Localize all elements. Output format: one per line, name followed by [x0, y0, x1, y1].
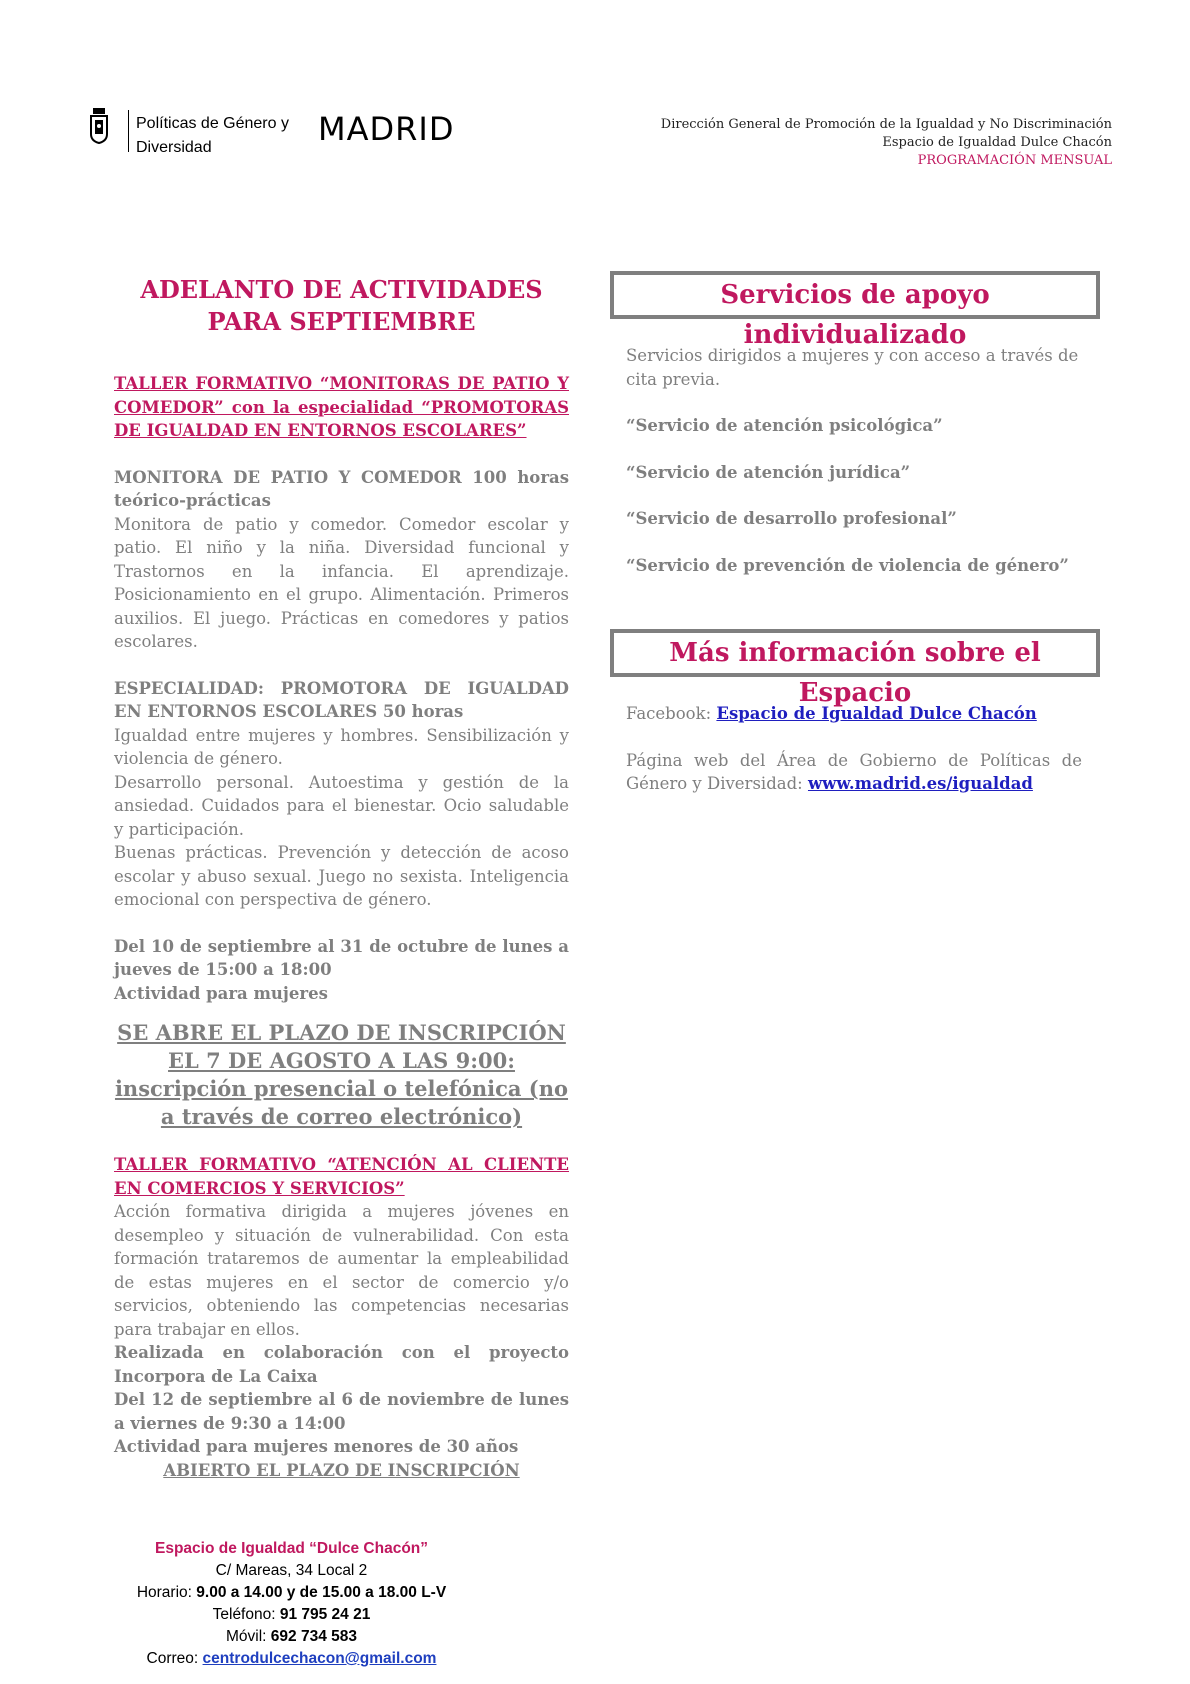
footer-hours [114, 1582, 469, 1604]
module1-heading: MONITORA DE PATIO Y COMEDOR 100 horas teórico-prácticas [114, 467, 569, 510]
department-name [136, 112, 306, 152]
course2-title: TALLER FORMATIVO “ATENCIÓN AL CLIENTE EN COMERCIOS Y SERVICIOS” [114, 1155, 569, 1198]
footer-phone-label: Teléfono: [212, 1606, 280, 1623]
footer-address: C/ Mareas, 34 Local 2 [215, 1562, 368, 1579]
main-title: ADELANTO DE ACTIVIDADES PARA SEPTIEMBRE [140, 275, 543, 336]
department-name-line1: Políticas de Género y [136, 115, 289, 132]
module2-body1: Igualdad entre mujeres y hombres. Sensibilización y violencia de género. [114, 725, 569, 768]
directorate-name: Dirección General de Promoción de la Igualdad y No Discriminación [660, 117, 1112, 132]
footer-email-link[interactable]: centrodulcechacon@gmail.com [202, 1650, 437, 1667]
madrid-logo-text: MADRID [318, 110, 455, 148]
course2-body: Acción formativa dirigida a mujeres jóvenes en desempleo y situación de vulnerabilidad. Con esta formación trataremos de aumentar la empleabilidad de estas mujeres en el sector de comercio y/o servicios, obteniendo las competencias necesarias para trabajar en ellos. [114, 1202, 569, 1339]
space-name: Espacio de Igualdad Dulce Chacón [882, 135, 1112, 150]
course2-dates: Del 12 de septiembre al 6 de noviembre de lunes a viernes de 9:30 a 14:00 [114, 1390, 569, 1433]
facebook-label: Facebook: [626, 704, 717, 723]
facebook-line [626, 702, 1082, 726]
department-name-line2: Diversidad [136, 139, 212, 152]
footer-mobile [114, 1626, 469, 1648]
programme-label: PROGRAMACIÓN MENSUAL [917, 153, 1112, 168]
service-item: “Servicio de prevención de violencia de género” [626, 555, 1069, 575]
module2-heading: ESPECIALIDAD: PROMOTORA DE IGUALDAD EN ENTORNOS ESCOLARES 50 horas [114, 678, 569, 721]
footer-space-name: Espacio de Igualdad “Dulce Chacón” [154, 1540, 429, 1557]
contact-footer [114, 1538, 469, 1670]
service-item: “Servicio de atención jurídica” [626, 462, 911, 482]
header-right-block [661, 116, 1112, 170]
footer-hours-value: 9.00 a 14.00 y de 15.00 a 18.00 L-V [196, 1584, 447, 1601]
footer-phone [114, 1604, 469, 1626]
footer-hours-label: Horario: [136, 1584, 197, 1601]
course2-audience: Actividad para mujeres menores de 30 años [114, 1437, 519, 1456]
course1-title: TALLER FORMATIVO “MONITORAS DE PATIO Y COMEDOR” con la especialidad “PROMOTORAS DE IGUALDAD EN ENTORNOS ESCOLARES” [114, 374, 569, 440]
service-item: “Servicio de atención psicológica” [626, 416, 943, 435]
madrid-crest-icon [88, 106, 110, 144]
footer-phone-value: 91 795 24 21 [279, 1606, 371, 1623]
course1-dates: Del 10 de septiembre al 31 de octubre de lunes a jueves de 15:00 a 18:00 [114, 936, 569, 979]
module2-body3: Buenas prácticas. Prevención y detección de acoso escolar y abuso sexual. Juego no sexista. Inteligencia emocional con perspectiva de género. [114, 843, 569, 909]
service-item: “Servicio de desarrollo profesional” [626, 509, 957, 528]
module1-body: Monitora de patio y comedor. Comedor escolar y patio. El niño y la niña. Diversidad funcional y Trastornos en la infancia. El aprendizaje. Posicionamiento en el grupo. Alimentación. Primeros auxilios. El juego. Prácticas en comedores y patios escolares. [114, 514, 569, 651]
footer-mobile-value: 692 734 583 [270, 1628, 357, 1645]
services-list [626, 344, 1082, 577]
footer-email-label: Correo: [146, 1650, 203, 1667]
website-line [626, 749, 1082, 796]
course1-audience: Actividad para mujeres [114, 983, 328, 1003]
footer-email [114, 1648, 469, 1670]
website-link[interactable]: www.madrid.es/igualdad [807, 774, 1033, 793]
course2-registration-notice: ABIERTO EL PLAZO DE INSCRIPCIÓN [163, 1460, 520, 1480]
module2-body2: Desarrollo personal. Autoestima y gestión de la ansiedad. Cuidados para el bienestar. Ocio saludable y participación. [114, 772, 569, 839]
more-info-heading: Más información sobre el Espacio [669, 638, 1041, 708]
course2-collaboration: Realizada en colaboración con el proyecto Incorpora de La Caixa [114, 1343, 569, 1386]
activities-column [114, 274, 569, 1482]
services-heading-box [610, 271, 1100, 350]
services-intro: Servicios dirigidos a mujeres y con acceso a través de cita previa. [626, 346, 1079, 389]
website-text: Página web del Área de Gobierno de Políticas de Género y Diversidad: [626, 750, 1082, 793]
course1-registration-notice: SE ABRE EL PLAZO DE INSCRIPCIÓN EL 7 DE AGOSTO A LAS 9:00: inscripción presencial o telefónica (no a través de correo electrónico) [114, 1020, 569, 1129]
more-info-heading-box [610, 629, 1100, 708]
footer-mobile-label: Móvil: [226, 1628, 271, 1645]
services-heading: Servicios de apoyo individualizado [720, 280, 990, 350]
facebook-link[interactable]: Espacio de Igualdad Dulce Chacón [716, 704, 1037, 723]
logo-separator [128, 110, 129, 152]
more-info-block [626, 702, 1082, 796]
